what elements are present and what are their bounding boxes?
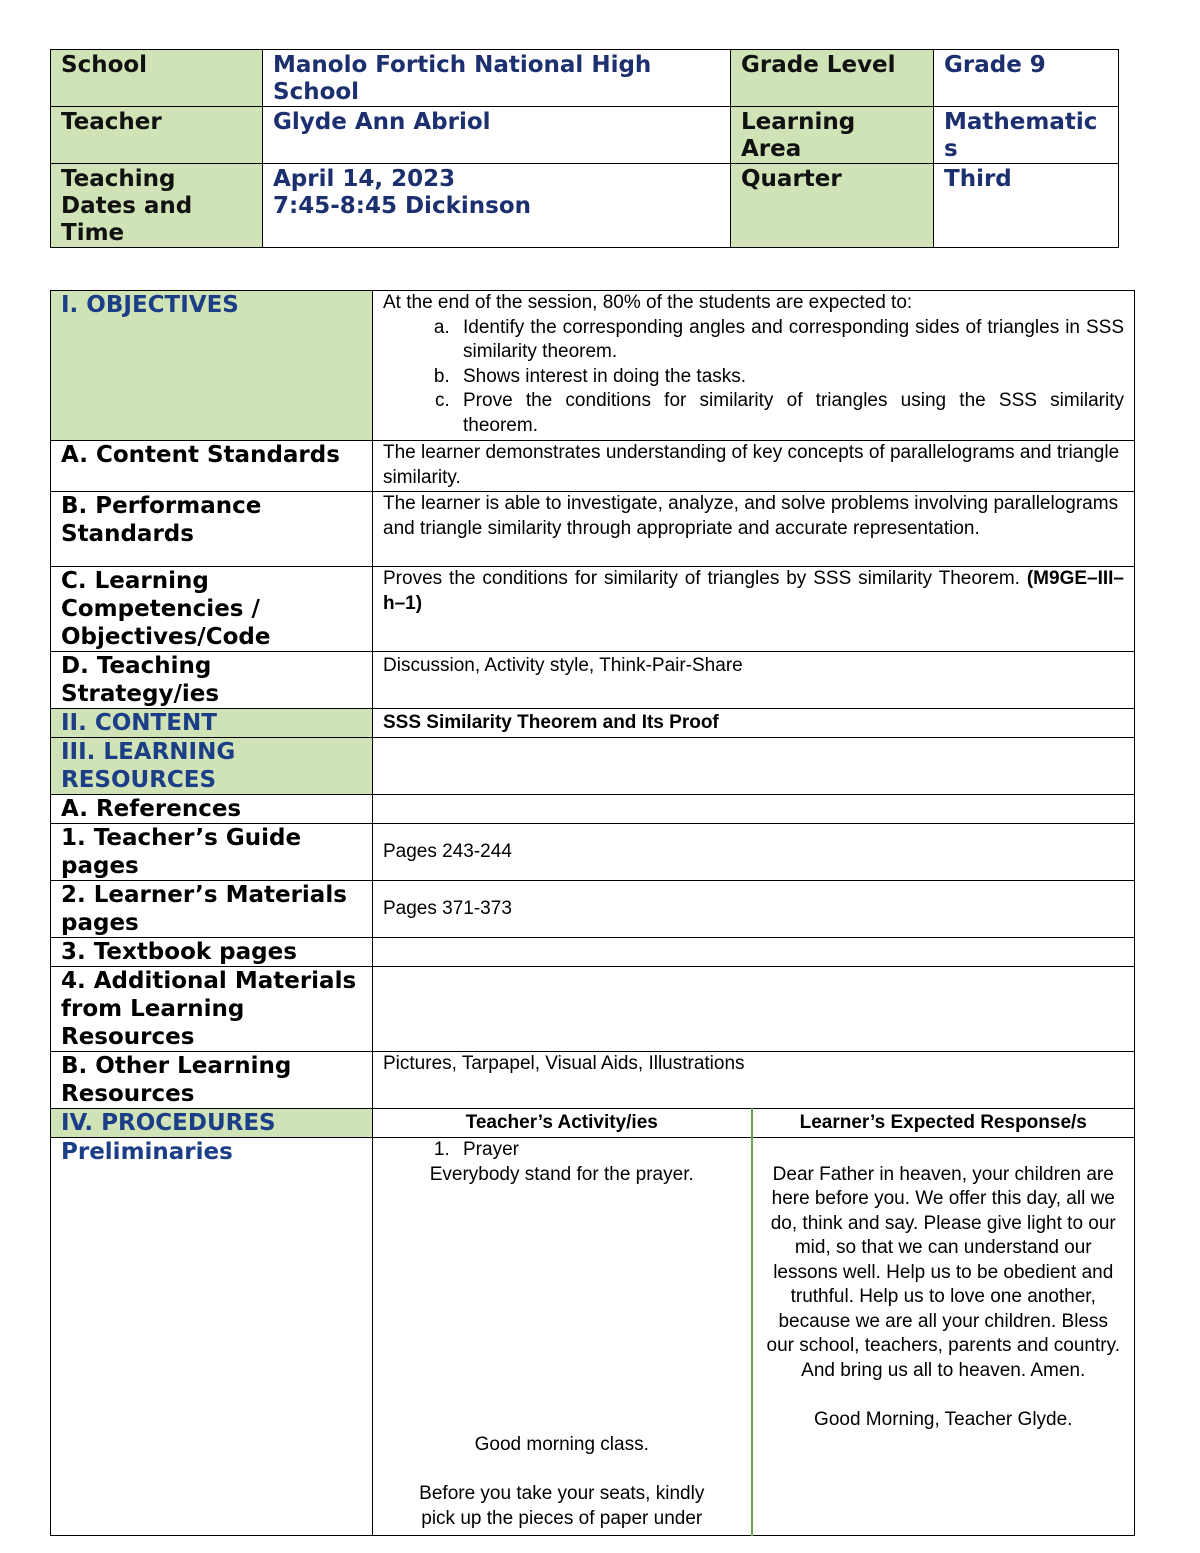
content-standards-text: The learner demonstrates understanding of key concepts of parallelograms and triangle similarity.	[373, 441, 1135, 492]
quarter-label: Quarter	[731, 164, 934, 248]
other-resources-row	[51, 1052, 1135, 1109]
lesson-plan-table	[50, 290, 1135, 1536]
teachers-guide-row	[51, 824, 1135, 881]
time-value: 7:45-8:45 Dickinson	[273, 193, 531, 219]
learners-materials-label: 2. Learner’s Materials pages	[51, 881, 373, 938]
competencies-row	[51, 567, 1135, 652]
preliminaries-row	[51, 1138, 1135, 1536]
content-text: SSS Similarity Theorem and Its Proof	[373, 709, 1135, 738]
performance-standards-label: B. Performance Standards	[51, 492, 373, 567]
spacer	[763, 1383, 1125, 1408]
additional-materials-label: 4. Additional Materials from Learning Resources	[51, 967, 373, 1052]
strategies-text: Discussion, Activity style, Think-Pair-Share	[373, 652, 1135, 709]
objectives-label: I. OBJECTIVES	[51, 291, 373, 441]
learning-area-label: Learning Area	[731, 107, 934, 164]
school-label: School	[51, 50, 263, 107]
references-row	[51, 795, 1135, 824]
teacher-label: Teacher	[51, 107, 263, 164]
competencies-label: C. Learning Competencies / Objectives/Code	[51, 567, 373, 652]
learning-resources-label: III. LEARNING RESOURCES	[51, 738, 373, 795]
additional-materials-row	[51, 967, 1135, 1052]
learner-response-cell	[752, 1138, 1135, 1536]
content-row	[51, 709, 1135, 738]
objective-item: a. Identify the corresponding angles and corresponding sides of triangles in SSS similarity theorem.	[455, 316, 1124, 365]
other-resources-value: Pictures, Tarpapel, Visual Aids, Illustrations	[373, 1052, 1135, 1109]
grade-level-label: Grade Level	[731, 50, 934, 107]
textbook-row	[51, 938, 1135, 967]
quarter-value: Third	[934, 164, 1119, 248]
procedures-row	[51, 1109, 1135, 1138]
objectives-cell	[373, 291, 1135, 441]
grade-level-value: Grade 9	[934, 50, 1119, 107]
header-table	[50, 49, 1119, 248]
objective-item: c. Prove the conditions for similarity of triangles using the SSS similarity theorem.	[455, 389, 1124, 438]
competencies-cell	[373, 567, 1135, 652]
prayer-item: 1. Prayer	[455, 1138, 741, 1163]
content-label: II. CONTENT	[51, 709, 373, 738]
spacer	[383, 1187, 741, 1433]
teacher-seats-text: Before you take your seats, kindly pick up the pieces of paper under	[419, 1483, 705, 1529]
references-cell	[373, 795, 1135, 824]
spacer	[763, 1138, 1125, 1163]
performance-standards-row	[51, 492, 1135, 567]
procedures-label: IV. PROCEDURES	[51, 1109, 373, 1138]
preliminaries-label: Preliminaries	[51, 1138, 373, 1536]
learning-resources-row	[51, 738, 1135, 795]
learners-materials-row	[51, 881, 1135, 938]
competencies-text: Proves the conditions for similarity of triangles by SSS similarity Theorem.	[383, 568, 1020, 589]
objectives-intro: At the end of the session, 80% of the students are expected to:	[383, 292, 913, 313]
teacher-value: Glyde Ann Abriol	[263, 107, 731, 164]
teaching-dates-value	[263, 164, 731, 248]
teachers-guide-value: Pages 243-244	[373, 824, 1135, 881]
references-label: A. References	[51, 795, 373, 824]
teacher-activity-cell	[373, 1138, 752, 1536]
learners-materials-value: Pages 371-373	[373, 881, 1135, 938]
content-standards-row	[51, 441, 1135, 492]
objectives-list	[383, 316, 1124, 439]
date-value: April 14, 2023	[273, 166, 456, 192]
teacher-stand-text: Everybody stand for the prayer.	[429, 1163, 694, 1185]
teacher-activity-header: Teacher’s Activity/ies	[373, 1109, 752, 1138]
strategies-label: D. Teaching Strategy/ies	[51, 652, 373, 709]
teacher-greeting-text: Good morning class.	[474, 1434, 649, 1455]
school-value: Manolo Fortich National High School	[263, 50, 731, 107]
learning-area-value: Mathematic s	[934, 107, 1119, 164]
strategies-row	[51, 652, 1135, 709]
performance-standards-text: The learner is able to investigate, analyze, and solve problems involving parallelograms and triangle similarity through appropriate and accurate representation.	[373, 492, 1135, 567]
competencies-code: (M9GE–III–h–1)	[383, 568, 1124, 614]
objective-item: b. Shows interest in doing the tasks.	[455, 365, 1124, 390]
learning-resources-cell	[373, 738, 1135, 795]
teachers-guide-label: 1. Teacher’s Guide pages	[51, 824, 373, 881]
learner-prayer-text: Dear Father in heaven, your children are here before you. We offer this day, all we do, think and say. Please give light to our mid, so that we can understand our lessons well. Help us to be obedient and truthful. Help us to love one another, because we are all your children. Bless our school, teachers, parents and country. And bring us all to heaven. Amen.	[766, 1163, 1120, 1381]
content-standards-label: A. Content Standards	[51, 441, 373, 492]
learner-greeting-text: Good Morning, Teacher Glyde.	[814, 1408, 1073, 1430]
textbook-label: 3. Textbook pages	[51, 938, 373, 967]
objectives-row	[51, 291, 1135, 441]
textbook-cell	[373, 938, 1135, 967]
teaching-dates-label: Teaching Dates and Time	[51, 164, 263, 248]
spacer	[383, 1458, 741, 1483]
other-resources-label: B. Other Learning Resources	[51, 1052, 373, 1109]
learner-response-header: Learner’s Expected Response/s	[752, 1109, 1135, 1138]
additional-materials-cell	[373, 967, 1135, 1052]
preliminaries-list	[383, 1138, 741, 1163]
